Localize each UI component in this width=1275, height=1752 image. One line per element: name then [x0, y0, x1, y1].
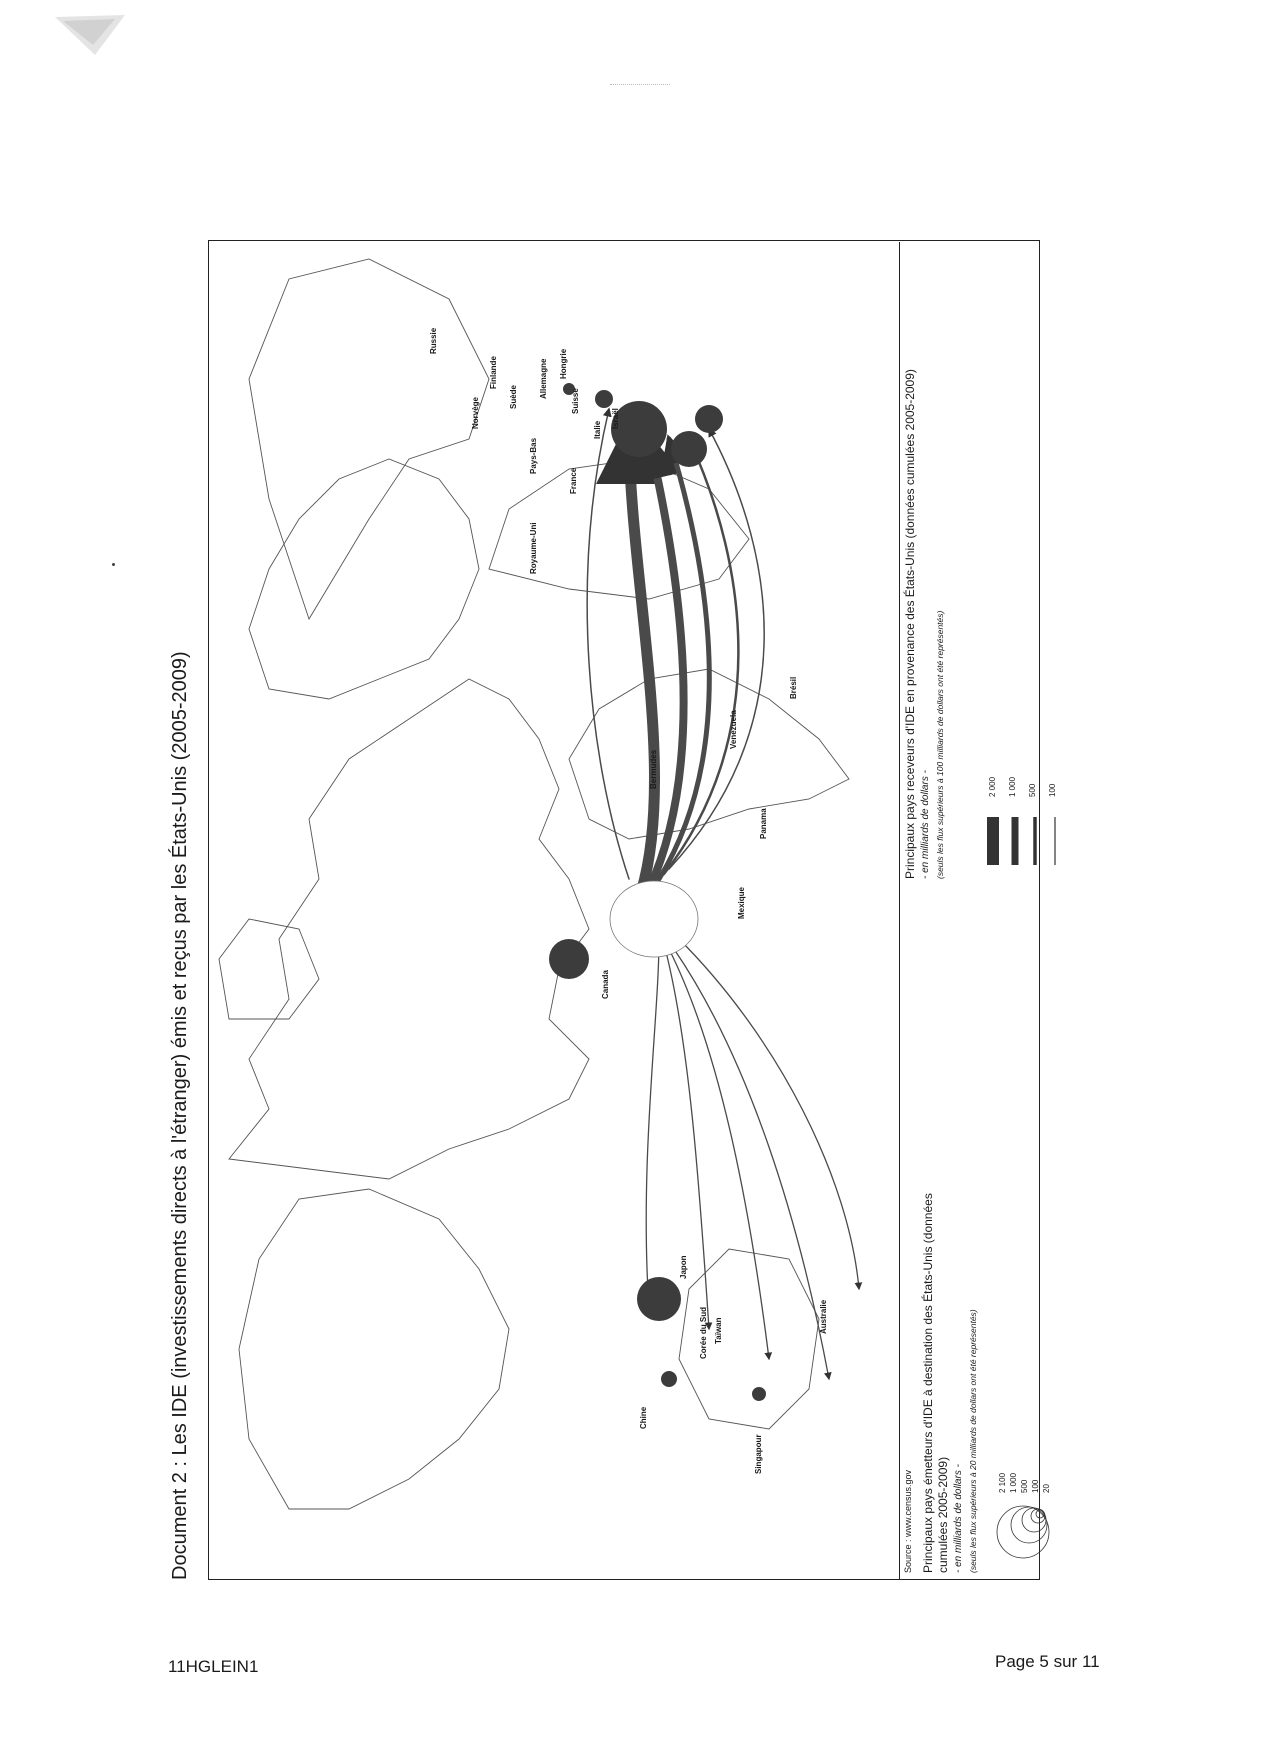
label-israel: Israël — [611, 408, 620, 429]
map-frame — [208, 240, 1057, 1580]
legend-emitters-unit: - en milliards de dollars - — [953, 1464, 964, 1573]
label-italie: Italie — [593, 420, 602, 439]
label-france: France — [569, 467, 578, 494]
label-australie: Australie — [819, 1299, 828, 1334]
legend-receivers — [903, 319, 1057, 879]
legend-emitters-heading: Principaux pays émetteurs d'IDE à destination des États-Unis (données cumulées 2005-2009) — [921, 1193, 950, 1573]
flows-to-europe — [587, 409, 764, 899]
legend-flow-value: 1 000 — [1008, 776, 1017, 797]
label-pays-bas: Pays-Bas — [529, 437, 538, 474]
world-map — [209, 242, 899, 1579]
label-hongrie: Hongrie — [559, 348, 568, 379]
stray-mark — [112, 563, 115, 566]
document-title: Document 2 : Les IDE (investissements directs à l'étranger) émis et reçus par les États-Unis (2005-2009) — [169, 651, 191, 1580]
scan-dash — [610, 84, 670, 85]
legend-circle-values — [997, 1473, 1052, 1493]
legend-divider — [899, 242, 900, 1579]
legend-circle-value: 20 — [1042, 1484, 1051, 1493]
legend-flow-value: 500 — [1028, 783, 1037, 797]
label-singapour: Singapour — [754, 1434, 763, 1474]
page-number: Page 5 sur 11 — [995, 1652, 1100, 1671]
rotated-document — [160, 240, 1057, 1580]
document-code: 11HGLEIN1 — [168, 1657, 259, 1676]
label-allemagne: Allemagne — [539, 358, 548, 399]
legend-circle-value: 100 — [1031, 1479, 1040, 1493]
legend-emitters-note: (seuls les flux supérieurs à 20 milliards de dollars ont été représentés) — [968, 1309, 978, 1573]
label-royaume-uni: Royaume-Uni — [529, 522, 538, 574]
legend-flow-values — [983, 777, 1063, 797]
label-venezuela: Venezuela — [729, 710, 738, 749]
legend-flow-value: 2 000 — [988, 776, 997, 797]
label-finlande: Finlande — [489, 356, 498, 389]
label-taiwan: Taïwan — [714, 1317, 723, 1344]
label-bermudes: Bermudes — [649, 749, 658, 789]
scan-corner-artifact — [55, 15, 135, 75]
legend-flow-value: 100 — [1048, 783, 1057, 797]
label-bresil: Brésil — [789, 676, 798, 699]
label-panama: Panama — [759, 808, 768, 839]
label-suede: Suède — [509, 384, 518, 409]
label-japon: Japon — [679, 1255, 688, 1279]
legend-flow-lines — [983, 807, 1073, 867]
label-coree: Corée du Sud — [699, 1306, 708, 1359]
label-russie: Russie — [429, 327, 438, 354]
legend-circles — [993, 1497, 1053, 1567]
legend-emitters — [921, 1153, 1051, 1573]
legend-receivers-heading: Principaux pays receveurs d'IDE en provenance des États-Unis (données cumulées 2005-2009) — [903, 369, 917, 879]
label-chine: Chine — [639, 1406, 648, 1429]
legend-circle-value: 500 — [1020, 1479, 1029, 1493]
label-canada: Canada — [601, 970, 610, 999]
label-mexique: Mexique — [737, 886, 746, 919]
legend-circle-value: 1 000 — [1009, 1472, 1018, 1493]
usa-hub — [610, 881, 698, 957]
legend-circle-value: 2 100 — [998, 1472, 1007, 1493]
legend-receivers-note: (seuls les flux supérieurs à 100 milliards de dollars ont été représentés) — [935, 610, 945, 879]
source-note: Source : www.census.gov — [903, 1469, 913, 1573]
label-norvege: Norvège — [471, 396, 480, 429]
legend-receivers-unit: - en milliards de dollars - — [920, 770, 931, 879]
label-suisse: Suisse — [571, 388, 580, 414]
